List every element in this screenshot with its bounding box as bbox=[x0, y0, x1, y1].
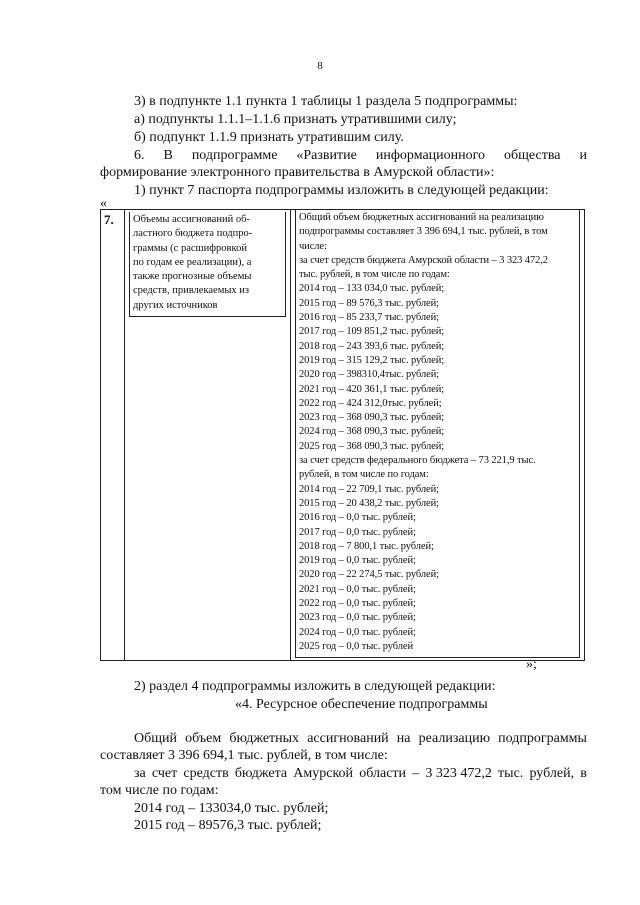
description-line: также прогнозные объемы bbox=[133, 271, 252, 283]
description-line: средств, привлекаемых из bbox=[133, 285, 250, 297]
item-6-word: общества bbox=[504, 148, 561, 163]
value-line: рублей, в том числе по годам: bbox=[299, 469, 429, 481]
para2-word: счет bbox=[151, 766, 178, 781]
value-line: 2016 год – 0,0 тыс. рублей; bbox=[299, 512, 416, 524]
para2-word: 3 323 472,2 bbox=[425, 766, 492, 781]
para1-line1 bbox=[134, 730, 587, 747]
value-line: 2022 год – 0,0 тыс. рублей; bbox=[299, 598, 416, 610]
value-line: тыс. рублей, в том числе по годам: bbox=[299, 269, 450, 281]
item-6-word: В bbox=[163, 148, 173, 163]
row-values bbox=[295, 210, 580, 658]
para2-line1 bbox=[134, 765, 587, 782]
value-line: 2024 год – 0,0 тыс. рублей; bbox=[299, 626, 416, 638]
para1-word: ассигнований bbox=[307, 731, 389, 746]
item-3a: а) подпункты 1.1.1–1.1.6 признать утратившими силу; bbox=[134, 112, 457, 127]
row-number: 7. bbox=[104, 212, 114, 227]
value-line: за счет средств бюджета Амурской области – 3 323 472,2 bbox=[299, 254, 548, 266]
row-values-cell bbox=[291, 210, 585, 661]
para2-word: бюджета bbox=[234, 766, 288, 781]
value-line: 2019 год – 315 129,2 тыс. рублей; bbox=[299, 354, 445, 366]
para1-word: реализацию bbox=[418, 731, 491, 746]
item-6-word: и bbox=[579, 148, 587, 163]
row-description bbox=[129, 212, 286, 317]
description-line: граммы (с расшифровкой bbox=[133, 242, 247, 254]
para2-word: Амурской bbox=[293, 766, 354, 781]
section-title: «4. Ресурсное обеспечение подпрограммы bbox=[235, 697, 488, 712]
value-line: 2018 год – 7 800,1 тыс. рублей; bbox=[299, 540, 434, 552]
value-line: 2015 год – 89 576,3 тыс. рублей; bbox=[299, 297, 439, 309]
passport-table bbox=[100, 209, 585, 661]
value-line: числе: bbox=[299, 240, 327, 252]
page-number: 8 bbox=[317, 60, 323, 72]
value-line: 2018 год – 243 393,6 тыс. рублей; bbox=[299, 340, 445, 352]
para1-word: на bbox=[396, 731, 411, 746]
value-line: 2022 год – 424 312,0тыс. рублей; bbox=[299, 397, 442, 409]
value-line: 2015 год – 20 438,2 тыс. рублей; bbox=[299, 497, 439, 509]
item-6-line2: формирование электронного правительства в Амурской области»: bbox=[100, 165, 495, 180]
para2-word: средств bbox=[183, 766, 229, 781]
value-line: 2014 год – 22 709,1 тыс. рублей; bbox=[299, 483, 439, 495]
item-6-word: подпрограмме bbox=[191, 148, 278, 163]
para1-word: бюджетных bbox=[229, 731, 300, 746]
value-line: за счет средств федерального бюджета – 73 221,9 тыс. bbox=[299, 455, 536, 467]
closing-quote: »; bbox=[526, 657, 537, 672]
item-3b: б) подпункт 1.1.9 признать утратившим силу. bbox=[134, 130, 404, 145]
item-3: 3) в подпункте 1.1 пункта 1 таблицы 1 раздела 5 подпрограммы: bbox=[134, 94, 518, 109]
item-2: 2) раздел 4 подпрограммы изложить в следующей редакции: bbox=[134, 679, 496, 694]
year-2014-line: 2014 год – 133034,0 тыс. рублей; bbox=[134, 801, 329, 816]
para2-word: в bbox=[580, 766, 587, 781]
para2-word: рублей, bbox=[529, 766, 575, 781]
para2-word: – bbox=[412, 766, 420, 781]
value-line: 2021 год – 0,0 тыс. рублей; bbox=[299, 583, 416, 595]
description-line: Объемы ассигнований об- bbox=[133, 214, 250, 225]
value-line: 2020 год – 398310,4тыс. рублей; bbox=[299, 369, 440, 381]
row-description-cell bbox=[125, 210, 291, 661]
value-line: 2014 год – 133 034,0 тыс. рублей; bbox=[299, 283, 445, 295]
year-2015-line: 2015 год – 89576,3 тыс. рублей; bbox=[134, 818, 322, 833]
value-line: 2017 год – 109 851,2 тыс. рублей; bbox=[299, 326, 445, 338]
para1-word: подпрограммы bbox=[498, 731, 587, 746]
para2-line2: том числе по годам: bbox=[100, 783, 219, 798]
para1-word: объем bbox=[185, 731, 222, 746]
para1-word: Общий bbox=[134, 731, 177, 746]
description-line: ластного бюджета подпро- bbox=[133, 228, 253, 240]
para1-line2: составляет 3 396 694,1 тыс. рублей, в том числе: bbox=[100, 748, 388, 763]
para2-word: тыс. bbox=[498, 766, 524, 781]
row-number-cell bbox=[101, 210, 125, 661]
value-line: 2021 год – 420 361,1 тыс. рублей; bbox=[299, 383, 445, 395]
para2-word: за bbox=[134, 766, 146, 781]
para2-word: области bbox=[359, 766, 407, 781]
value-line: 2024 год – 368 090,3 тыс. рублей; bbox=[299, 426, 445, 438]
opening-quote: « bbox=[100, 196, 107, 211]
item-6-word: 6. bbox=[134, 148, 145, 163]
item-6-line1 bbox=[134, 147, 587, 164]
value-line: 2023 год – 0,0 тыс. рублей; bbox=[299, 612, 416, 624]
value-line: 2023 год – 368 090,3 тыс. рублей; bbox=[299, 412, 445, 424]
item-6-word: «Развитие bbox=[296, 148, 357, 163]
item-6-1: 1) пункт 7 паспорта подпрограммы изложить в следующей редакции: bbox=[134, 183, 549, 198]
value-line: подпрограммы составляет 3 396 694,1 тыс. рублей, в том bbox=[299, 226, 548, 238]
value-line: 2019 год – 0,0 тыс. рублей; bbox=[299, 555, 416, 567]
value-line: Общий объем бюджетных ассигнований на реализацию bbox=[299, 212, 544, 223]
item-6-word: информационного bbox=[375, 148, 486, 163]
value-line: 2017 год – 0,0 тыс. рублей; bbox=[299, 526, 416, 538]
value-line: 2016 год – 85 233,7 тыс. рублей; bbox=[299, 312, 439, 324]
description-line: других источников bbox=[133, 299, 218, 311]
value-line: 2025 год – 0,0 тыс. рублей bbox=[299, 640, 413, 652]
value-line: 2025 год – 368 090,3 тыс. рублей; bbox=[299, 440, 445, 452]
description-line: по годам ее реализации), а bbox=[133, 256, 252, 268]
value-line: 2020 год – 22 274,5 тыс. рублей; bbox=[299, 569, 439, 581]
table-row bbox=[101, 210, 585, 661]
